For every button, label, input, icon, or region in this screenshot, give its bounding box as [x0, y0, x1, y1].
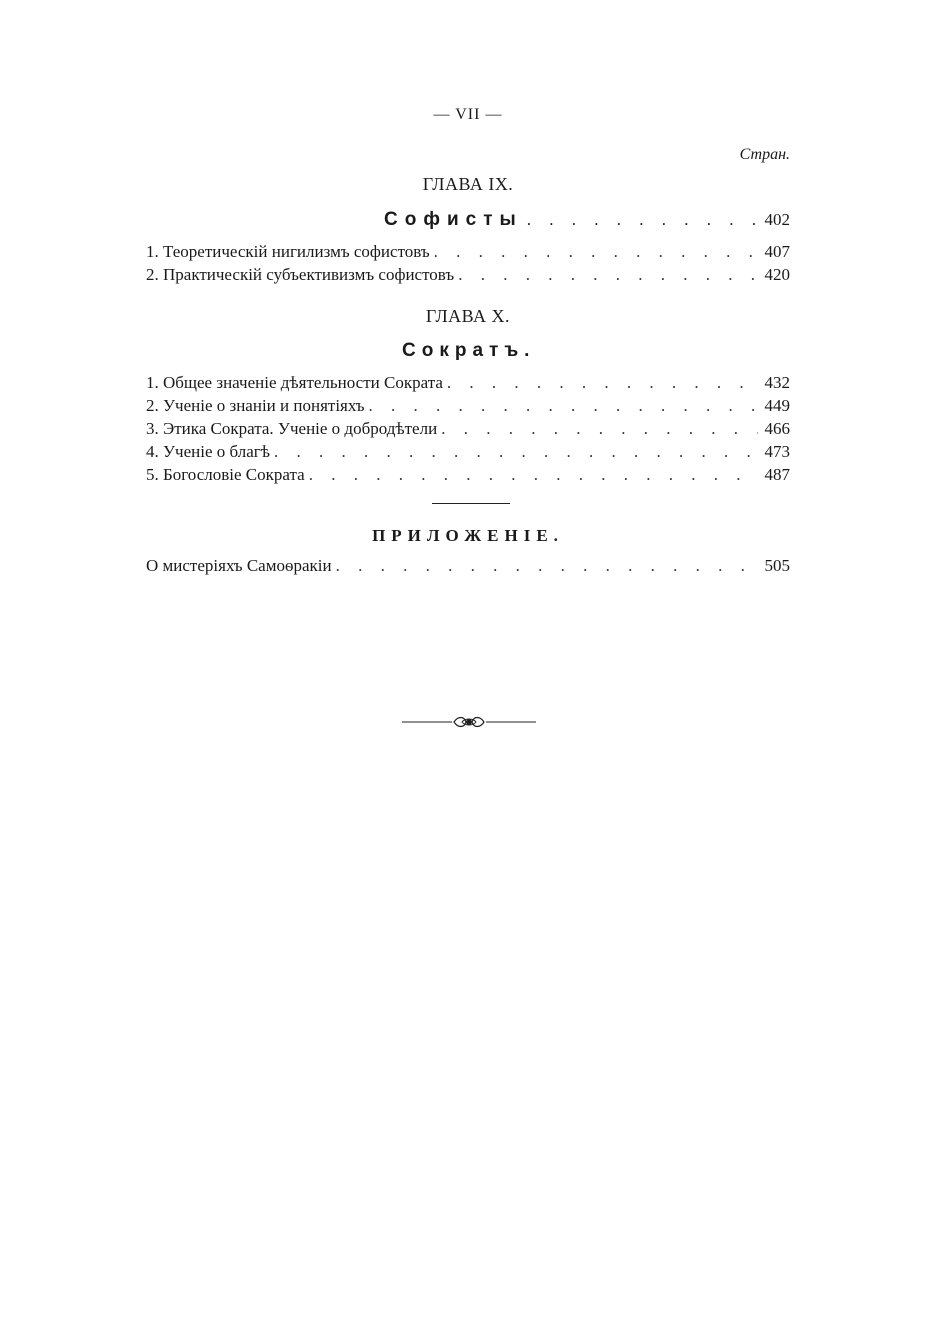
page-ref: 505	[764, 556, 790, 575]
toc-entry-text: 4. Ученіе о благѣ	[146, 442, 270, 461]
page-ref: 466	[764, 419, 790, 438]
chapter-label: ГЛАВА IX.	[422, 174, 514, 194]
toc-entry-text: 2. Практическій субъективизмъ софистовъ	[146, 265, 455, 284]
appendix-title: ПРИЛОЖЕНІЕ.	[372, 526, 564, 545]
toc-entry-text: 1. Теоретическій нигилизмъ софистовъ	[146, 242, 430, 261]
toc-entry[interactable]	[146, 419, 790, 441]
toc-entry[interactable]	[146, 556, 790, 578]
page-ref: 402	[764, 210, 790, 229]
page-number: — VII —	[433, 106, 503, 123]
toc-entry[interactable]	[146, 396, 790, 418]
dot-leader	[441, 419, 758, 439]
dot-leader	[447, 373, 758, 393]
dot-leader	[274, 442, 758, 462]
toc-entry[interactable]	[146, 265, 790, 287]
page-ref: 487	[764, 465, 790, 484]
page-ref: 432	[764, 373, 790, 392]
toc-entry-text: 2. Ученіе о знаніи и понятіяхъ	[146, 396, 365, 415]
toc-entry-text: О мистеріяхъ Самоѳракіи	[146, 556, 332, 575]
dot-leader	[434, 242, 758, 262]
toc-entry-text: 3. Этика Сократа. Ученіе о добродѣтели	[146, 419, 438, 438]
column-header-pages: Стран.	[739, 146, 790, 163]
chapter-title: Сократъ.	[402, 340, 536, 361]
page-ref: 473	[764, 442, 790, 461]
toc-entry-text: 1. Общее значеніе дѣятельности Сократа	[146, 373, 443, 392]
toc-entry[interactable]	[146, 373, 790, 395]
ornament-icon	[402, 712, 536, 732]
section-divider	[432, 503, 510, 504]
dot-leader	[309, 465, 758, 485]
toc-entry[interactable]	[146, 242, 790, 264]
dot-leader	[458, 265, 758, 285]
toc-entry[interactable]	[146, 442, 790, 464]
page-ref: 420	[764, 265, 790, 284]
dot-leader	[336, 556, 758, 576]
toc-entry-text: 5. Богословіе Сократа	[146, 465, 305, 484]
page-ref: 407	[764, 242, 790, 261]
page-ref: 449	[764, 396, 790, 415]
chapter-label: ГЛАВА X.	[425, 306, 511, 326]
chapter-title-row	[146, 209, 790, 233]
dot-leader	[527, 210, 761, 230]
toc-entry[interactable]	[146, 465, 790, 487]
chapter-title: Софисты	[384, 209, 523, 230]
dot-leader	[369, 396, 758, 416]
